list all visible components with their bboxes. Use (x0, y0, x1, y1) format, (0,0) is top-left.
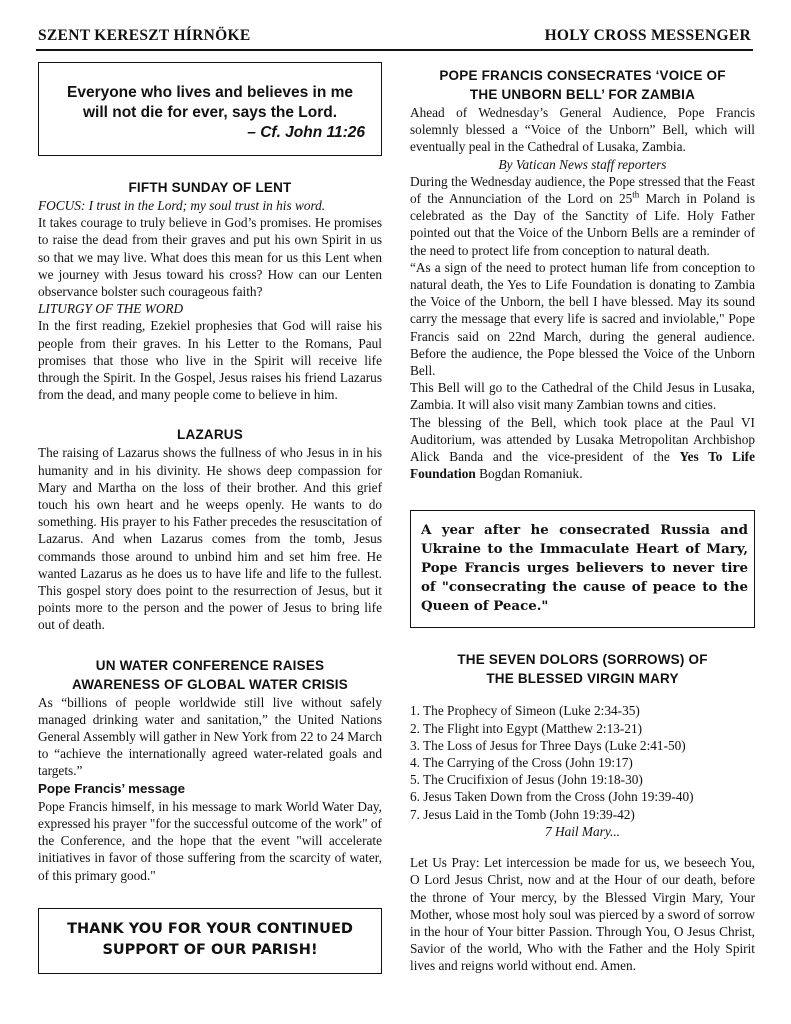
header-left-title: SZENT KERESZT HÍRNÖKE (38, 27, 251, 44)
quote-reference: – Cf. John 11:26 (247, 124, 365, 141)
header-rule (36, 49, 753, 51)
bell-paragraph-1 (410, 173, 755, 259)
liturgy-body: In the first reading, Ezekiel prophesies that God will raise his people from their graves. In his Letter to the Romans, Paul promises that those who live in the Spirit will receive life through the Spirit. In the Gospel, Jesus raises his friend Lazarus from the dead, and many people come to believe in him. (38, 318, 382, 403)
pope-message-subhead: Pope Francis’ message (38, 780, 186, 796)
water-title-line-2: AWARENESS OF GLOBAL WATER CRISIS (72, 676, 348, 692)
dolors-title-line-2: THE BLESSED VIRGIN MARY (486, 671, 679, 687)
water-body: As “billions of people worldwide still live without safely managed drinking water and sanitation,” the United Nations General Assembly will gather in New York from 22 to 24 March to “achieve the internationally agreed water-related goals and targets.” (38, 694, 382, 779)
lazarus-title: LAZARUS (177, 427, 243, 443)
pope-message-body: Pope Francis himself, in his message to mark World Water Day, expressed his prayer "for the successful outcome of the work" of the Conference, and the hope that the event "will accelerate initiatives in favor of those suffering from the scarcity of water, of this primary good." (38, 798, 382, 883)
bell-p1-b: March in Poland is celebrated as the Day of the Sanctity of Life. Holy Father pointed out that the Voice of the Unborn Bells are a reminder of the need to protect life from conception to natural death. (410, 191, 756, 258)
peace-callout-box (410, 510, 755, 628)
bell-p1-a: During the Wednesday audience, the Pope stressed that the Feast of the Annunciation of the Lord on 25 (410, 173, 755, 207)
lent-title: FIFTH SUNDAY OF LENT (128, 180, 292, 195)
lent-body: It takes courage to truly believe in God’s promises. He promises to raise the dead from their graves and put his own Spirit in us so that we may live. What does this mean for us this Lent when we journey with Jesus toward his cross? How can our Lenten observance bolster such courageous faith? (38, 215, 382, 300)
scripture-quote-box (38, 62, 382, 156)
bell-title-line-1: POPE FRANCIS CONSECRATES ‘VOICE OF (439, 68, 726, 83)
hail-mary-note: 7 Hail Mary... (545, 823, 620, 839)
dolors-list (410, 702, 755, 822)
bell-p4-a: The blessing of the Bell, which took place at the Paul VI Auditorium, was attended by Lusaka Metropolitan Archbishop Alick Banda and the vice-president of the (410, 414, 755, 465)
list-item: 1. The Prophecy of Simeon (Luke 2:34-35) (410, 703, 640, 719)
bell-title-line-2: THE UNBORN BELL’ FOR ZAMBIA (469, 87, 696, 102)
liturgy-label: LITURGY OF THE WORD (38, 301, 184, 317)
bell-intro: Ahead of Wednesday’s General Audience, Pope Francis solemnly blessed a “Voice of the Unborn” Bell, which will eventually peal in the Cathedral of Lusaka, Zambia. (410, 105, 755, 155)
right-column (410, 56, 755, 975)
list-item: 5. The Crucifixion of Jesus (John 19:18-30) (410, 772, 643, 788)
bell-p4-b: Bogdan Romaniuk. (475, 466, 583, 482)
bell-byline: By Vatican News staff reporters (498, 156, 667, 172)
list-item: 4. The Carrying of the Cross (John 19:17) (410, 755, 633, 771)
quote-line-2: will not die for ever, says the Lord. (82, 104, 338, 121)
lent-focus: FOCUS: I trust in the Lord; my soul trust in his word. (38, 198, 326, 213)
bell-paragraph-3: This Bell will go to the Cathedral of the Child Jesus in Lusaka, Zambia. It will also visit many Zambian towns and cities. (410, 380, 755, 413)
bell-paragraph-4 (410, 414, 755, 483)
bell-p4-bold: Yes To Life Foundation (410, 449, 755, 482)
list-item: 2. The Flight into Egypt (Matthew 2:13-21) (410, 720, 643, 736)
bell-p1-sup: th (632, 189, 640, 200)
bell-paragraph-2: “As a sign of the need to protect human life from conception to natural death, the Yes to Life Foundation is donating to Zambia the Voice of the Unborn, the bell I have blessed. May its sound carry the message that every life is sacred and inviolable," Pope Francis said on 22nd March, during the general audience. Before the audience, the Pope blessed the Voice of the Unborn Bell. (410, 259, 755, 379)
callout-text: A year after he consecrated Russia and Ukraine to the Immaculate Heart of Mary, Pope Francis urges believers to never tire of "consecrating the cause of peace to the Queen of Peace." (421, 522, 748, 615)
list-item: 3. The Loss of Jesus for Three Days (Luke 2:41-50) (410, 737, 686, 753)
dolors-title-line-1: THE SEVEN DOLORS (SORROWS) OF (457, 652, 708, 668)
list-item: 7. Jesus Laid in the Tomb (John 19:39-42) (410, 806, 635, 822)
list-item: 6. Jesus Taken Down from the Cross (John 19:39-40) (410, 789, 694, 805)
thanks-line-2: SUPPORT OF OUR PARISH! (102, 941, 318, 958)
dolors-prayer: Let Us Pray: Let intercession be made for us, we beseech You, O Lord Jesus Christ, now and at the Hour of our death, before the throne of Your mercy, by the Blessed Virgin Mary, Your Mother, whose most holy soul was pierced by a sword of sorrow in the hour of Your bitter Passion. Through You, O Jesus Christ, Savior of the world, Who with the Father and the Holy Spirit lives and reigns world without end. Amen. (410, 855, 755, 974)
thank-you-box (38, 908, 382, 974)
left-column (38, 56, 382, 974)
header-right-title: HOLY CROSS MESSENGER (544, 27, 751, 44)
water-title-line-1: UN WATER CONFERENCE RAISES (95, 657, 325, 673)
thanks-line-1: THANK YOU FOR YOUR CONTINUED (67, 920, 353, 937)
lazarus-body: The raising of Lazarus shows the fullness of who Jesus in in his humanity and in his divinity. He shows deep compassion for Mary and Martha on the loss of their brother. And this grief touch his own heart and he weeps openly. He wants to do something. His prayer to his Father precedes the resuscitation of Lazarus. And when Lazarus comes from the tomb, Jesus commands those around to unbind him and set him free. He wanted Lazarus as he does us to have life and life to the fullest. This gospel story does point to the resurrection of Jesus, but it points more to the person and the power of Jesus to bring life out of death. (38, 445, 382, 633)
quote-line-1: Everyone who lives and believes in me (66, 84, 353, 101)
